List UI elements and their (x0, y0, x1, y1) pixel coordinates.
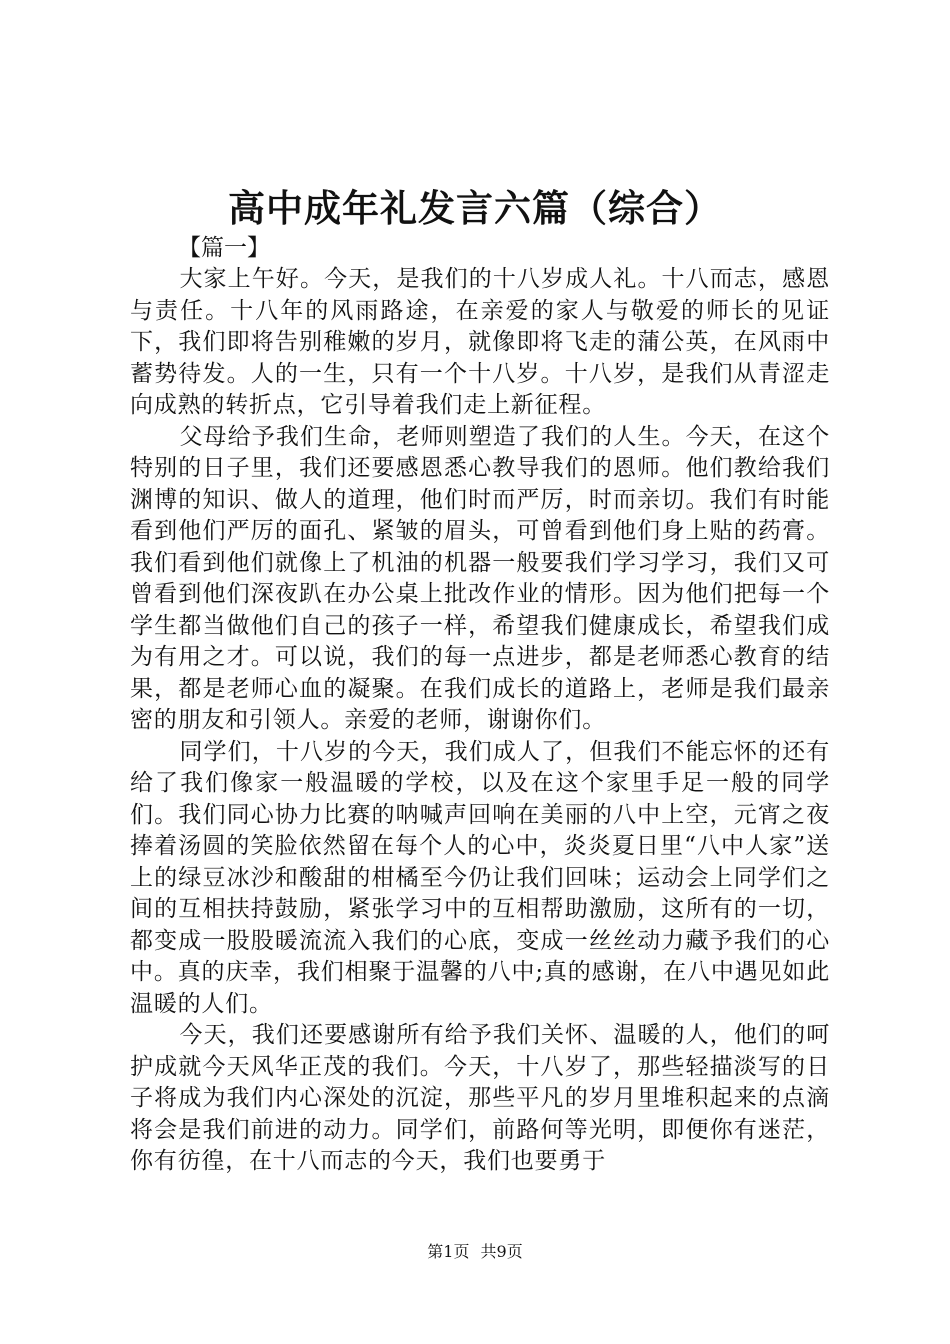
section-label: 【篇一】 (178, 235, 270, 261)
paragraph: 今天，我们还要感谢所有给予我们关怀、温暖的人，他们的呵护成就今天风华正茂的我们。今天，十八岁了，那些轻描淡写的日子将成为我们内心深处的沉淀，那些平凡的岁月里堆积起来的点滴将会是我们前进的动力。同学们，前路何等光明，即便你有迷茫，你有彷徨，在十八而志的今天，我们也要勇于 (130, 1022, 830, 1174)
document-title: 高中成年礼发言六篇（综合） (228, 186, 722, 230)
page-footer: 第1页 共9页 (427, 1242, 523, 1261)
paragraph: 同学们，十八岁的今天，我们成人了，但我们不能忘怀的还有给了我们像家一般温暖的学校，以及在这个家里手足一般的同学们。我们同心协力比赛的呐喊声回响在美丽的八中上空，元宵之夜捧着汤圆的笑脸依然留在每个人的心中，炎炎夏日里“八中人家”送上的绿豆冰沙和酸甜的柑橘至今仍让我们回味；运动会上同学们之间的互相扶持鼓励，紧张学习中的互相帮助激励，这所有的一切，都变成一股股暖流流入我们的心底，变成一丝丝动力藏予我们的心中。真的庆幸，我们相聚于温馨的八中;真的感谢，在八中遇见如此温暖的人们。 (130, 738, 830, 1017)
paragraph: 大家上午好。今天，是我们的十八岁成人礼。十八而志，感恩与责任。十八年的风雨路途，在亲爱的家人与敬爱的师长的见证下，我们即将告别稚嫩的岁月，就像即将飞走的蒲公英，在风雨中蓄势待发。人的一生，只有一个十八岁。十八岁，是我们从青涩走向成熟的转折点，它引导着我们走上新征程。 (130, 266, 830, 418)
document-body (130, 232, 830, 1178)
paragraph: 父母给予我们生命，老师则塑造了我们的人生。今天，在这个特别的日子里，我们还要感恩悉心教导我们的恩师。他们教给我们渊博的知识、做人的道理，他们时而严厉，时而亲切。我们有时能看到他们严厉的面孔、紧皱的眉头，可曾看到他们身上贴的药膏。我们看到他们就像上了机油的机器一般要我们学习学习，我们又可曾看到他们深夜趴在办公桌上批改作业的情形。因为他们把每一个学生都当做他们自己的孩子一样，希望我们健康成长，希望我们成为有用之才。可以说，我们的每一点进步，都是老师悉心教育的结果，都是老师心血的凝聚。在我们成长的道路上，老师是我们最亲密的朋友和引领人。亲爱的老师，谢谢你们。 (130, 423, 830, 733)
